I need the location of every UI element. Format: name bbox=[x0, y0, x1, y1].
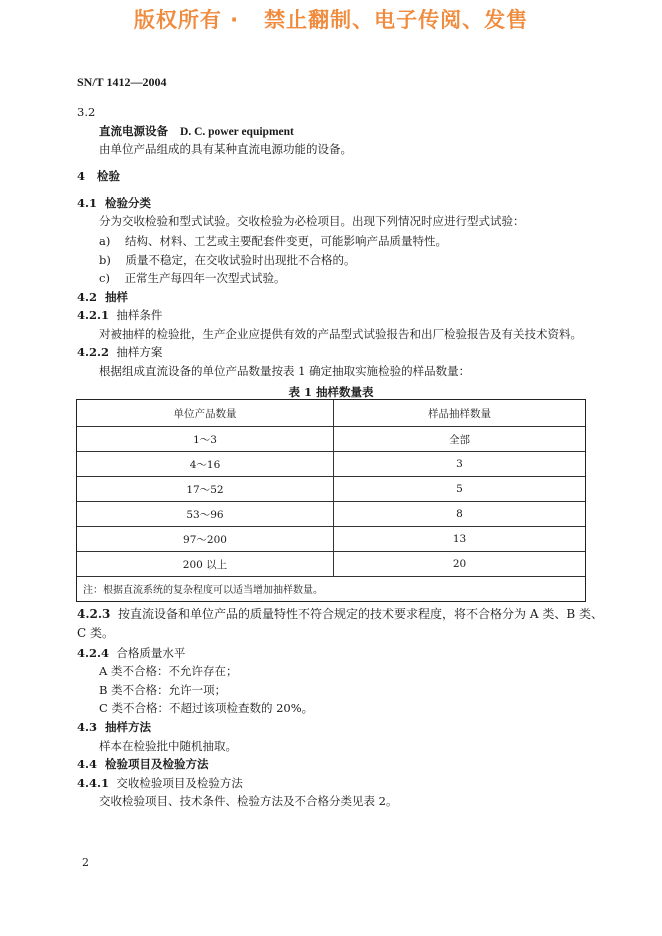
table-row bbox=[77, 552, 585, 577]
table-cell: 17～52 bbox=[77, 477, 334, 501]
section-4-2-4-title: 合格质量水平 bbox=[116, 646, 186, 660]
section-4-3-text: 样本在检验批中随机抽取。 bbox=[99, 739, 237, 753]
table-cell: 200 以上 bbox=[77, 552, 334, 576]
list-text: 质量不稳定，在交收试验时出现批不合格的。 bbox=[125, 253, 356, 267]
section-3-2-definition: 由单位产品组成的具有某种直流电源功能的设备。 bbox=[99, 142, 352, 156]
section-4-2-1-title: 抽样条件 bbox=[116, 308, 163, 322]
section-4-2-3-line1 bbox=[77, 606, 603, 622]
list-item bbox=[99, 233, 447, 249]
section-4-2-heading bbox=[77, 289, 128, 305]
section-4-4-1-number: 4.4.1 bbox=[77, 776, 110, 790]
section-4-2-1-heading bbox=[77, 307, 162, 323]
table-row bbox=[77, 477, 585, 502]
section-4-2-2-heading bbox=[77, 344, 162, 360]
table-cell: 全部 bbox=[449, 433, 470, 446]
section-4-4-1-heading bbox=[77, 775, 243, 791]
section-4-1-number: 4.1 bbox=[77, 196, 98, 210]
table-row bbox=[77, 427, 585, 452]
table-header-cell: 单位产品数量 bbox=[77, 400, 334, 426]
section-4-4-title: 检验项目及检验方法 bbox=[105, 757, 209, 771]
list-item bbox=[99, 252, 355, 268]
section-3-2-number: 3.2 bbox=[77, 105, 96, 119]
section-4-2-1-text: 对被抽样的检验批，生产企业应提供有效的产品型式试验报告和出厂检验报告及有关技术资料。 bbox=[99, 327, 582, 341]
section-4-2-1-number: 4.2.1 bbox=[77, 308, 110, 322]
section-4-number: 4 bbox=[77, 169, 86, 183]
list-marker: b) bbox=[99, 253, 111, 267]
table-row bbox=[77, 502, 585, 527]
table-cell: 8 bbox=[456, 508, 463, 520]
table-header-row bbox=[77, 400, 585, 427]
term-cn: 直流电源设备 bbox=[99, 124, 168, 138]
section-4-4-heading bbox=[77, 756, 209, 772]
section-4-2-3-line2: C 类。 bbox=[77, 626, 114, 640]
table-caption: 表 1 抽样数量表 bbox=[288, 385, 374, 399]
term-en: D. C. power equipment bbox=[180, 126, 294, 138]
section-4-2-2-number: 4.2.2 bbox=[77, 345, 110, 359]
quality-level-line: B 类不合格：允许一项； bbox=[99, 683, 227, 697]
section-4-4-number: 4.4 bbox=[77, 757, 98, 771]
section-3-2-title bbox=[99, 123, 294, 140]
table-cell: 3 bbox=[456, 458, 463, 470]
list-marker: c) bbox=[99, 271, 110, 285]
section-4-2-4-number: 4.2.4 bbox=[77, 646, 110, 660]
table-row bbox=[77, 527, 585, 552]
list-text: 结构、材料、工艺或主要配套件变更，可能影响产品质量特性。 bbox=[124, 234, 447, 248]
section-4-2-3-text: 按直流设备和单位产品的质量特性不符合规定的技术要求程度，将不合格分为 A 类、B 类、 bbox=[118, 607, 603, 621]
standard-code: SN/T 1412—2004 bbox=[77, 75, 167, 89]
table-note: 注：根据直流系统的复杂程度可以适当增加抽样数量。 bbox=[83, 585, 323, 596]
section-4-2-2-text: 根据组成直流设备的单位产品数量按表 1 确定抽取实施检验的样品数量： bbox=[99, 364, 471, 378]
section-4-4-1-text: 交收检验项目、技术条件、检验方法及不合格分类见表 2。 bbox=[99, 794, 398, 808]
section-4-3-title: 抽样方法 bbox=[105, 720, 152, 734]
section-4-1-heading bbox=[77, 195, 151, 211]
table-cell: 53～96 bbox=[77, 502, 334, 526]
list-item bbox=[99, 270, 286, 286]
section-4-4-1-title: 交收检验项目及检验方法 bbox=[116, 776, 243, 790]
table-cell: 5 bbox=[456, 483, 463, 495]
section-4-title: 检验 bbox=[97, 169, 121, 183]
sampling-table bbox=[76, 399, 586, 602]
section-4-2-title: 抽样 bbox=[105, 290, 129, 304]
quality-level-line: A 类不合格：不允许存在； bbox=[99, 664, 238, 678]
section-4-3-number: 4.3 bbox=[77, 720, 98, 734]
table-header-cell: 样品抽样数量 bbox=[428, 407, 491, 420]
section-4-1-text: 分为交收检验和型式试验。交收检验为必检项目。出现下列情况时应进行型式试验： bbox=[99, 214, 525, 228]
quality-level-line: C 类不合格：不超过该项检查数的 20%。 bbox=[99, 701, 314, 715]
table-row bbox=[77, 452, 585, 477]
list-text: 正常生产每四年一次型式试验。 bbox=[124, 271, 286, 285]
section-4-heading bbox=[77, 168, 120, 184]
section-4-2-4-heading bbox=[77, 645, 185, 661]
section-4-3-heading bbox=[77, 719, 151, 735]
copyright-banner: 版权所有 · 禁止翻制、电子传阅、发售 bbox=[133, 8, 529, 32]
section-4-2-3-number: 4.2.3 bbox=[77, 607, 111, 621]
table-cell: 20 bbox=[452, 558, 467, 570]
table-cell: 1～3 bbox=[77, 427, 334, 451]
section-4-2-number: 4.2 bbox=[77, 290, 98, 304]
section-4-1-title: 检验分类 bbox=[105, 196, 152, 210]
page-number: 2 bbox=[82, 856, 89, 869]
table-cell: 97～200 bbox=[77, 527, 334, 551]
list-marker: a) bbox=[99, 234, 111, 248]
section-4-2-2-title: 抽样方案 bbox=[116, 345, 163, 359]
table-cell: 4～16 bbox=[77, 452, 334, 476]
table-cell: 13 bbox=[452, 533, 467, 545]
